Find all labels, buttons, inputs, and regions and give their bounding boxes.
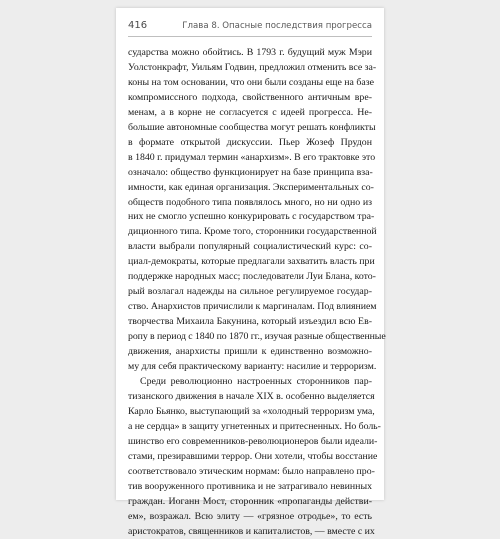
- text-line: менам, а в корне не согласуется с идеей прогресса. Не-: [128, 106, 372, 121]
- text-line: ство. Анархистов причислили к маргиналам. Под влиянием: [128, 300, 372, 315]
- text-line: власти выбрали популярный социалистический курс: со-: [128, 240, 372, 255]
- text-line: ем», возражал. Всю элиту — «грязное отродье», то есть: [128, 510, 372, 525]
- text-line: аристократов, священников и капиталистов, — вместе с их: [128, 525, 372, 539]
- text-line: в 1840 г. придумал термин «анархизм». В его трактовке это: [128, 151, 372, 166]
- text-line: компромиссного подхода, свойственного античным вре-: [128, 91, 372, 106]
- text-line: имности, как единая организация. Экспериментальных со-: [128, 181, 372, 196]
- text-line: в формате открытой дискуссии. Пьер Жозеф Прудон: [128, 136, 372, 151]
- text-line: тив вооруженного противника и не затрагивало невинных: [128, 480, 372, 495]
- text-line: стами, презиравшими террор. Они хотели, чтобы восстание: [128, 450, 372, 465]
- text-line: шинство его современников-революционеров были идеали-: [128, 435, 372, 450]
- book-page: [116, 8, 384, 500]
- text-line: большие автономные сообщества могут решать конфликты: [128, 121, 372, 136]
- text-line: а не сердца» в защиту угнетенных и притесненных. Но боль-: [128, 420, 372, 435]
- text-line: Среди революционно настроенных сторонников пар-: [128, 375, 372, 390]
- text-line: сударства можно обойтись. В 1793 г. будущий муж Мэри: [128, 46, 372, 61]
- page-header: [128, 20, 372, 36]
- text-line: них не смогло успешно конкурировать с государством тра-: [128, 210, 372, 225]
- text-line: диционного типа. Кроме того, сторонники государственной: [128, 225, 372, 240]
- running-head: Глава 8. Опасные последствия прогресса: [182, 21, 372, 31]
- text-line: му для себя практическому варианту: насилие и терроризм.: [128, 360, 372, 375]
- text-line: тизанского движения в начале XIX в. особенно выделяется: [128, 390, 372, 405]
- text-line: граждан. Иоганн Мост, сторонник «пропаганды действи-: [128, 495, 372, 510]
- text-line: движения, анархисты пришли к единственно возможно-: [128, 345, 372, 360]
- header-rule: [128, 36, 372, 37]
- text-line: рый возлагал надежды на сильное регулируемое государ-: [128, 285, 372, 300]
- text-line: циал-демократы, которые предлагали захватить власть при: [128, 255, 372, 270]
- body-text: [128, 46, 372, 539]
- text-line: коны на том основании, что они были созданы еще на базе: [128, 76, 372, 91]
- text-line: поддержке народных масс; последователи Луи Блана, кото-: [128, 270, 372, 285]
- text-line: Карло Бьянко, выступающий за «холодный терроризм ума,: [128, 405, 372, 420]
- text-line: соответствовало этическим нормам: было направлено про-: [128, 465, 372, 480]
- text-line: означало: общество функционирует на базе принципа вза-: [128, 166, 372, 181]
- text-line: Уолстонкрафт, Уильям Годвин, предложил отменить все за-: [128, 61, 372, 76]
- page-number: 416: [128, 20, 147, 31]
- text-line: обществ подобного типа появлялось много, но ни одно из: [128, 196, 372, 211]
- text-line: ропу в период с 1840 по 1870 гг., изучая разные общественные: [128, 330, 372, 345]
- text-line: творчества Михаила Бакунина, который изъездил всю Ев-: [128, 315, 372, 330]
